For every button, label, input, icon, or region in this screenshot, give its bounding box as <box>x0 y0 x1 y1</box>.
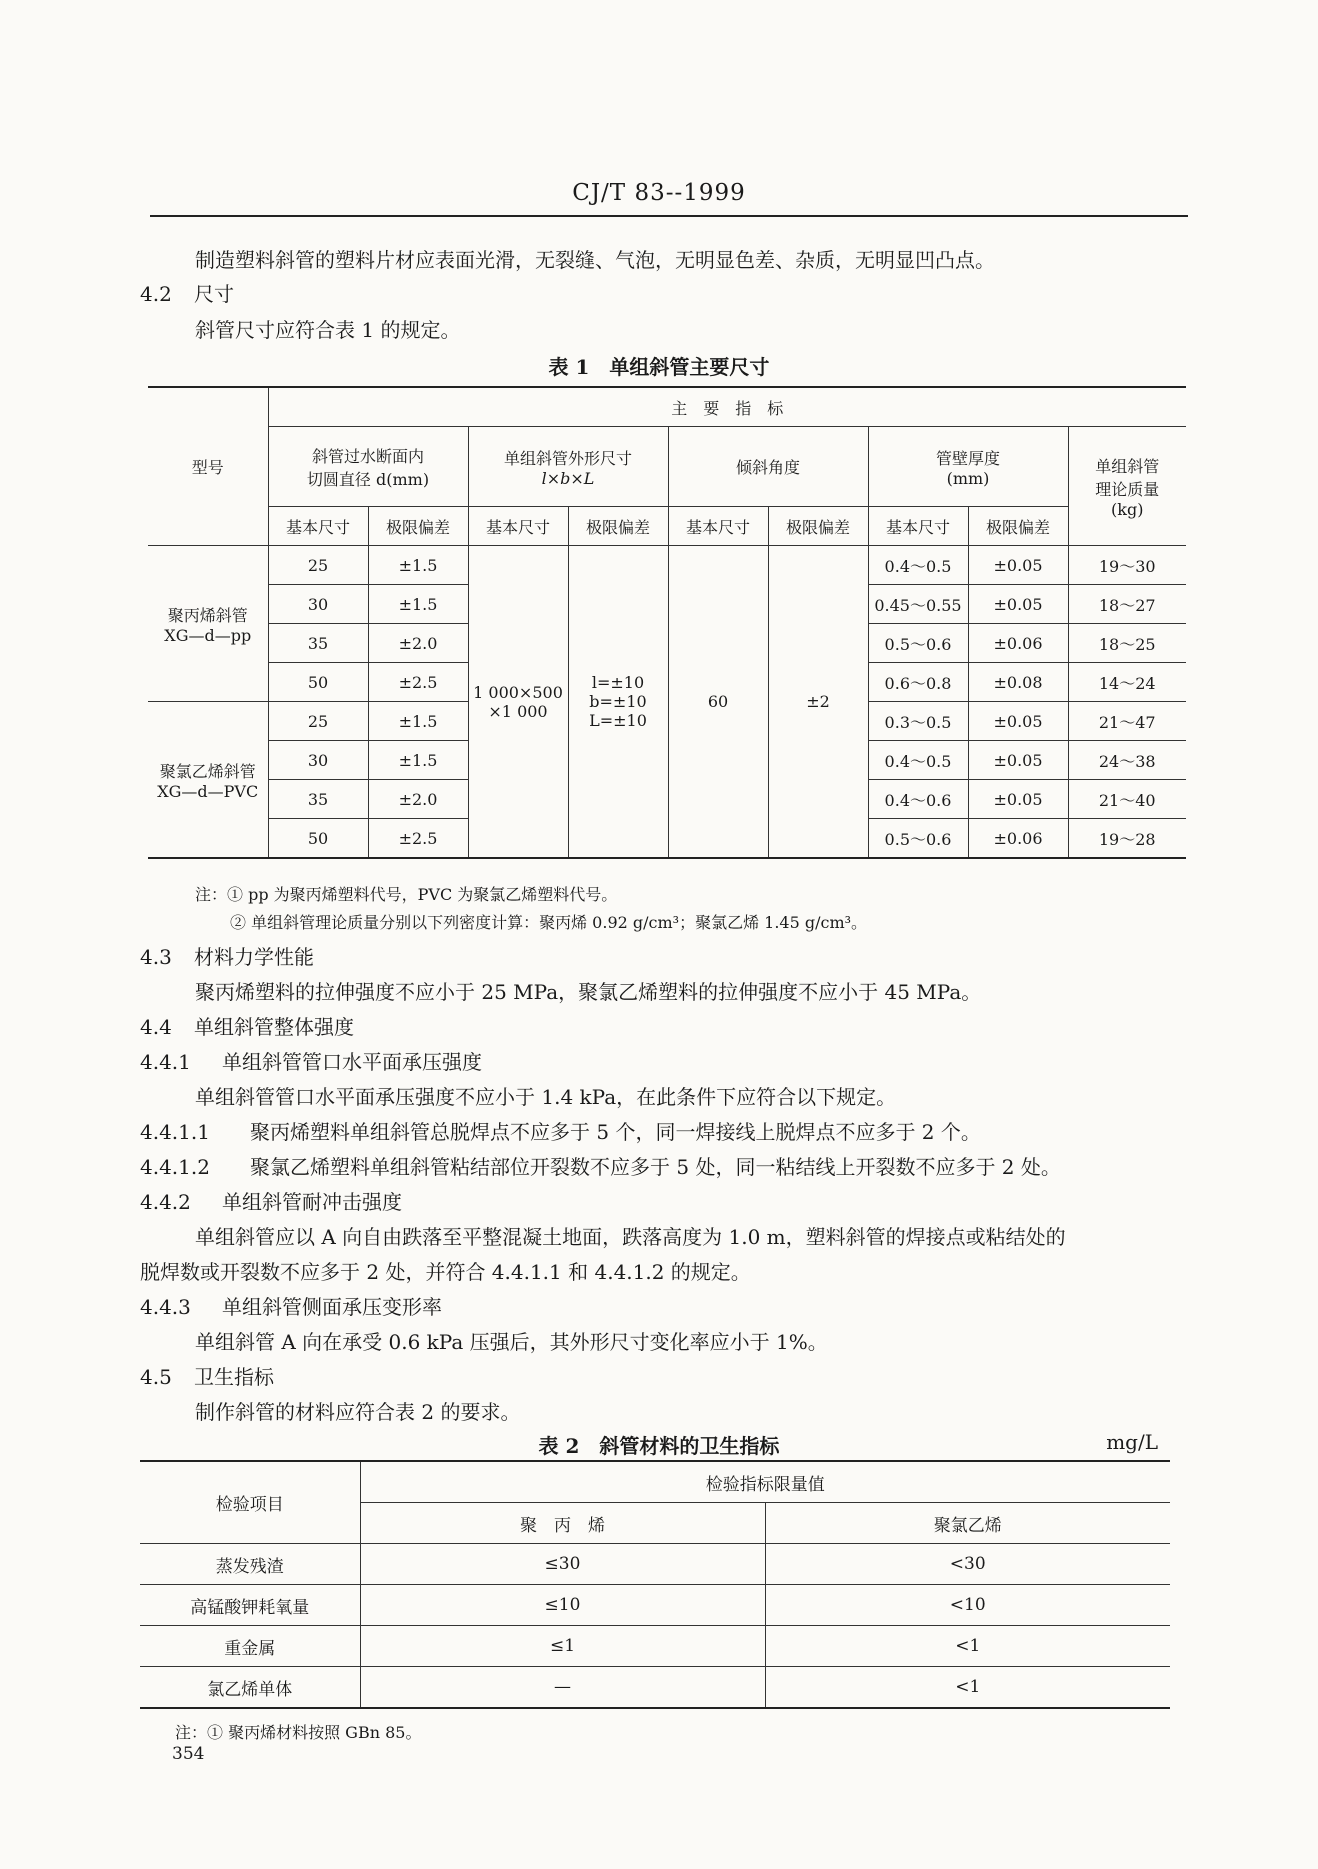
table-row <box>148 546 1186 585</box>
section-number: 4.4.1 <box>140 1050 191 1074</box>
table1-cell-wall: 0.5～0.6 <box>868 624 968 663</box>
table1-cell-d-tol: ±1.5 <box>368 585 468 624</box>
table1-header-wall <box>868 427 1068 507</box>
section-text: 聚氯乙烯塑料单组斜管粘结部位开裂数不应多于 5 处，同一粘结线上开裂数不应多于 2 处。 <box>250 1155 1061 1179</box>
section-4-4-3-heading <box>140 1293 442 1321</box>
table1-header-outer <box>468 427 668 507</box>
intro-paragraph: 制造塑料斜管的塑料片材应表面光滑，无裂缝、气泡，无明显色差、杂质，无明显凹凸点。 <box>195 248 995 272</box>
table2-cell-pvc: <30 <box>765 1544 1170 1585</box>
table2-cell-item: 高锰酸钾耗氧量 <box>140 1585 360 1626</box>
section-4-4-2-text-2: 脱焊数或开裂数不应多于 2 处，并符合 4.4.1.1 和 4.4.1.2 的规定。 <box>140 1260 751 1284</box>
table1-subheader-basic: 基本尺寸 <box>668 507 768 546</box>
section-4-2-text: 斜管尺寸应符合表 1 的规定。 <box>195 318 461 342</box>
section-title: 单组斜管管口水平面承压强度 <box>222 1050 482 1074</box>
table1-header-diameter <box>268 427 468 507</box>
table1-header-main: 主 要 指 标 <box>268 387 1186 427</box>
table1-group-pp-code: XG—d—pp <box>164 625 252 645</box>
page-number: 354 <box>172 1744 205 1764</box>
table1-outer-tol-b: b=±10 <box>589 692 647 711</box>
table1-cell-d-tol: ±2.5 <box>368 663 468 702</box>
table1-cell-d-tol: ±2.0 <box>368 624 468 663</box>
table1-header-diameter-line2: 切圆直径 d(mm) <box>306 469 430 489</box>
table1-subheader-tolerance: 极限偏差 <box>768 507 868 546</box>
table-row <box>140 1626 1170 1667</box>
table1-caption: 表 1 单组斜管主要尺寸 <box>548 355 770 379</box>
table2-cell-pp: ≤1 <box>360 1626 765 1667</box>
section-title: 卫生指标 <box>194 1365 274 1389</box>
section-title: 单组斜管耐冲击强度 <box>222 1190 402 1214</box>
table1-cell-mass: 18～25 <box>1068 624 1186 663</box>
table-row <box>140 1585 1170 1626</box>
table-row <box>140 1544 1170 1585</box>
section-4-4-1-heading <box>140 1048 482 1076</box>
page-header: CJ/T 83--1999 <box>572 180 746 206</box>
table1-cell-d: 35 <box>268 780 368 819</box>
table1-cell-d: 35 <box>268 624 368 663</box>
table1-cell-mass: 21～40 <box>1068 780 1186 819</box>
table1-cell-mass: 19～28 <box>1068 819 1186 859</box>
table1-subheader-tolerance: 极限偏差 <box>368 507 468 546</box>
table1-cell-d: 30 <box>268 741 368 780</box>
table2-cell-pp: — <box>360 1667 765 1709</box>
table1-subheader-tolerance: 极限偏差 <box>568 507 668 546</box>
table1-header-mass-line2: 理论质量 <box>1095 479 1160 499</box>
table1-cell-d: 25 <box>268 702 368 741</box>
table1-group-pp-name: 聚丙烯斜管 <box>167 605 248 625</box>
table1-cell-wall-tol: ±0.05 <box>968 702 1068 741</box>
table2-cell-pp: ≤30 <box>360 1544 765 1585</box>
table1-cell-d: 30 <box>268 585 368 624</box>
section-number: 4.5 <box>140 1365 172 1389</box>
table2-cell-pvc: <10 <box>765 1585 1170 1626</box>
table2-header-item: 检验项目 <box>140 1461 360 1544</box>
section-4-4-2-text-1: 单组斜管应以 A 向自由跌落至平整混凝土地面，跌落高度为 1.0 m，塑料斜管的焊接点或粘结处的 <box>195 1225 1066 1249</box>
table1-cell-d-tol: ±1.5 <box>368 546 468 585</box>
table1-cell-wall: 0.4～0.5 <box>868 546 968 585</box>
table1-cell-d: 50 <box>268 663 368 702</box>
section-number: 4.3 <box>140 945 172 969</box>
table2 <box>140 1460 1170 1709</box>
section-4-3-heading <box>140 943 314 971</box>
table1-cell-mass: 18～27 <box>1068 585 1186 624</box>
table1-cell-wall: 0.4～0.5 <box>868 741 968 780</box>
section-4-4-3-text: 单组斜管 A 向在承受 0.6 kPa 压强后，其外形尺寸变化率应小于 1%。 <box>195 1330 828 1354</box>
section-4-4-1-2 <box>140 1153 1061 1181</box>
section-number: 4.4 <box>140 1015 172 1039</box>
table1-cell-mass: 24～38 <box>1068 741 1186 780</box>
table1-outer-basic-line2: ×1 000 <box>488 701 548 721</box>
table2-header-pvc: 聚氯乙烯 <box>765 1503 1170 1544</box>
table1-header-wall-line2: (mm) <box>946 468 990 488</box>
table1-cell-d: 50 <box>268 819 368 859</box>
section-number: 4.4.3 <box>140 1295 191 1319</box>
table1-header-outer-line1: 单组斜管外形尺寸 <box>503 448 632 468</box>
table1-cell-d-tol: ±1.5 <box>368 741 468 780</box>
section-4-5-text: 制作斜管的材料应符合表 2 的要求。 <box>195 1400 521 1424</box>
table1-header-mass-line1: 单组斜管 <box>1095 456 1160 476</box>
section-title: 材料力学性能 <box>194 945 314 969</box>
table1-header-outer-line2: l×b×L <box>541 468 595 488</box>
table1-cell-wall-tol: ±0.05 <box>968 780 1068 819</box>
table1-cell-wall: 0.6～0.8 <box>868 663 968 702</box>
section-4-4-1-text: 单组斜管管口水平面承压强度不应小于 1.4 kPa，在此条件下应符合以下规定。 <box>195 1085 897 1109</box>
table1-subheader-basic: 基本尺寸 <box>868 507 968 546</box>
table1-header-diameter-line1: 斜管过水断面内 <box>311 446 424 466</box>
table2-cell-item: 蒸发残渣 <box>140 1544 360 1585</box>
table1-cell-d-tol: ±2.5 <box>368 819 468 859</box>
table1-cell-mass: 14～24 <box>1068 663 1186 702</box>
section-4-4-1-1 <box>140 1118 981 1146</box>
table1-subheader-basic: 基本尺寸 <box>268 507 368 546</box>
table1-header-mass-line3: (kg) <box>1111 499 1144 519</box>
table1-note-1: 注：① pp 为聚丙烯塑料代号，PVC 为聚氯乙烯塑料代号。 <box>195 885 618 904</box>
table1-cell-mass: 21～47 <box>1068 702 1186 741</box>
table1-cell-wall-tol: ±0.05 <box>968 546 1068 585</box>
table1-cell-d-tol: ±2.0 <box>368 780 468 819</box>
table1-cell-wall: 0.3～0.5 <box>868 702 968 741</box>
table1-outer-tolerance <box>568 546 668 859</box>
section-4-3-text: 聚丙烯塑料的拉伸强度不应小于 25 MPa，聚氯乙烯塑料的拉伸强度不应小于 45 MPa。 <box>195 980 982 1004</box>
table1-group-pvc <box>148 702 268 859</box>
table2-cell-item: 氯乙烯单体 <box>140 1667 360 1709</box>
section-number: 4.4.1.2 <box>140 1155 210 1179</box>
table2-unit: mg/L <box>1106 1430 1158 1454</box>
section-number: 4.4.2 <box>140 1190 191 1214</box>
table-row <box>140 1667 1170 1709</box>
section-4-4-2-heading <box>140 1188 402 1216</box>
section-title: 单组斜管整体强度 <box>194 1015 354 1039</box>
section-number: 4.2 <box>140 282 172 306</box>
table1-cell-wall-tol: ±0.06 <box>968 819 1068 859</box>
table2-header-limit: 检验指标限量值 <box>360 1461 1170 1503</box>
table1-cell-wall: 0.45～0.55 <box>868 585 968 624</box>
header-rule <box>150 215 1188 217</box>
table1 <box>148 386 1186 859</box>
table1-cell-wall-tol: ±0.05 <box>968 585 1068 624</box>
section-4-5-heading <box>140 1363 274 1391</box>
table2-cell-pvc: <1 <box>765 1626 1170 1667</box>
table1-subheader-tolerance: 极限偏差 <box>968 507 1068 546</box>
section-text: 聚丙烯塑料单组斜管总脱焊点不应多于 5 个，同一焊接线上脱焊点不应多于 2 个。 <box>250 1120 981 1144</box>
section-4-4-heading <box>140 1013 354 1041</box>
table1-cell-mass: 19～30 <box>1068 546 1186 585</box>
table2-note-1: 注：① 聚丙烯材料按照 GBn 85。 <box>175 1723 422 1742</box>
table2-cell-pp: ≤10 <box>360 1585 765 1626</box>
table2-caption: 表 2 斜管材料的卫生指标 <box>538 1434 780 1458</box>
table1-header-mass <box>1068 427 1186 546</box>
section-number: 4.4.1.1 <box>140 1120 210 1144</box>
table1-cell-d-tol: ±1.5 <box>368 702 468 741</box>
table1-cell-wall-tol: ±0.05 <box>968 741 1068 780</box>
table2-header-pp: 聚 丙 烯 <box>360 1503 765 1544</box>
section-4-2-heading <box>140 280 234 308</box>
table1-outer-tol-L: L=±10 <box>589 711 647 730</box>
table1-group-pvc-code: XG—d—PVC <box>157 781 259 801</box>
table1-angle-tolerance: ±2 <box>768 546 868 859</box>
table1-note-2: ② 单组斜管理论质量分别以下列密度计算：聚丙烯 0.92 g/cm³；聚氯乙烯 1.45 g/cm³。 <box>230 913 868 932</box>
table1-header-angle: 倾斜角度 <box>668 427 868 507</box>
table2-cell-pvc: <1 <box>765 1667 1170 1709</box>
table1-outer-basic-line1: 1 000×500 <box>473 682 563 702</box>
table1-outer-tol-l: l=±10 <box>591 673 645 692</box>
table1-cell-d: 25 <box>268 546 368 585</box>
table2-cell-item: 重金属 <box>140 1626 360 1667</box>
table1-cell-wall-tol: ±0.08 <box>968 663 1068 702</box>
table1-cell-wall-tol: ±0.06 <box>968 624 1068 663</box>
table1-group-pp <box>148 546 268 702</box>
section-title: 单组斜管侧面承压变形率 <box>222 1295 442 1319</box>
table1-subheader-basic: 基本尺寸 <box>468 507 568 546</box>
table1-angle-basic: 60 <box>668 546 768 859</box>
table1-cell-wall: 0.4～0.6 <box>868 780 968 819</box>
table1-outer-basic <box>468 546 568 859</box>
table1-header-wall-line1: 管壁厚度 <box>935 448 1000 468</box>
table1-group-pvc-name: 聚氯乙烯斜管 <box>159 761 256 781</box>
table1-cell-wall: 0.5～0.6 <box>868 819 968 859</box>
section-title: 尺寸 <box>194 282 234 306</box>
table1-header-model: 型号 <box>148 387 268 546</box>
